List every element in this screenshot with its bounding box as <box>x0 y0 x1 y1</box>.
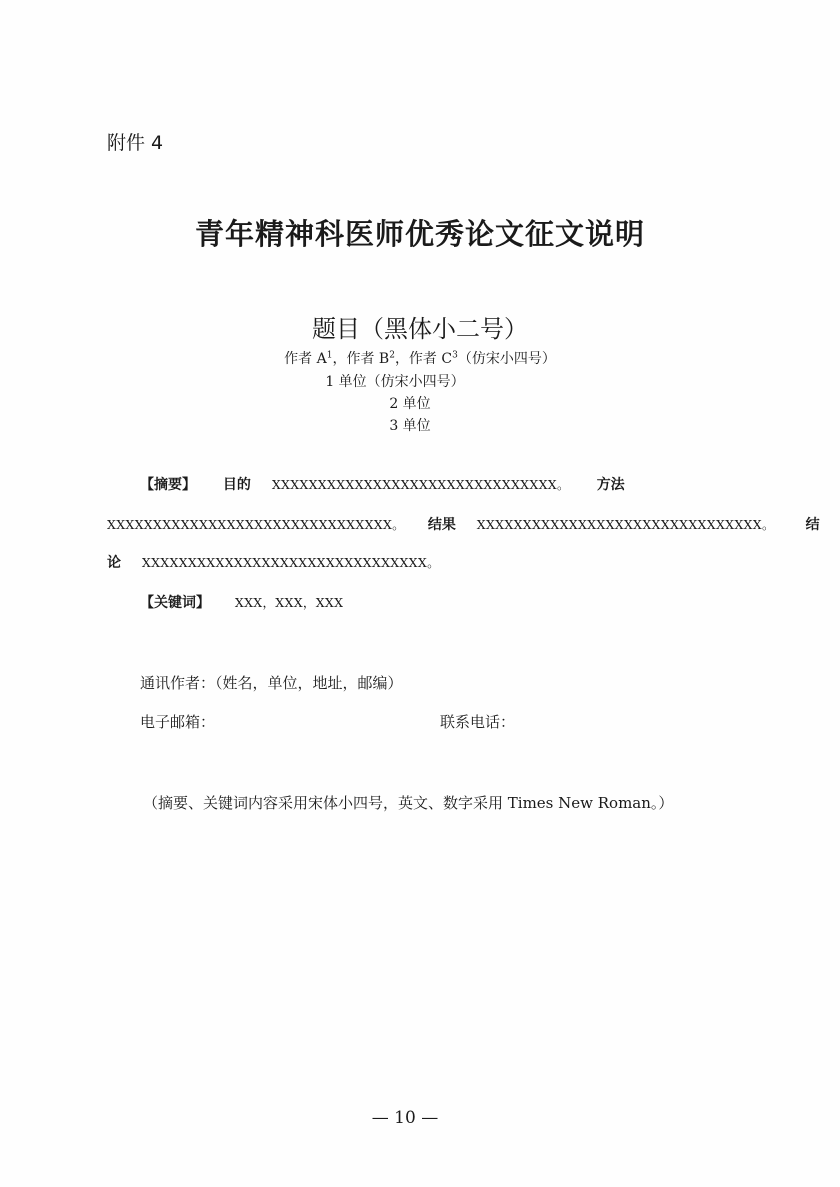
page-number: — 10 — <box>371 1108 439 1128</box>
result-text: XXXXXXXXXXXXXXXXXXXXXXXXXXXXXXX。 <box>476 517 775 532</box>
abstract-line-1 <box>140 474 625 494</box>
keywords-label: 【关键词】 <box>140 595 210 611</box>
author-b: ，作者 B <box>332 351 390 367</box>
phone-label: 联系电话： <box>440 713 516 731</box>
affiliation-3: 3 单位 <box>389 418 431 434</box>
author-a-affiliation-mark: 1 <box>326 350 333 361</box>
author-b-affiliation-mark: 2 <box>389 350 395 361</box>
conclusion-label-part2: 论 <box>107 555 121 571</box>
abstract-line-2 <box>107 514 820 534</box>
email-label: 电子邮箱： <box>140 713 216 731</box>
keywords-line <box>140 592 343 612</box>
author-c: ，作者 C <box>394 351 453 367</box>
method-label: 方法 <box>596 477 625 493</box>
abstract-label: 【摘要】 <box>140 477 196 493</box>
format-note: （摘要、关键词内容采用宋体小四号，英文、数字采用 Times New Roman。） <box>143 794 674 812</box>
method-text: XXXXXXXXXXXXXXXXXXXXXXXXXXXXXXX。 <box>107 517 405 532</box>
author-a: 作者 A <box>284 351 327 367</box>
result-label: 结果 <box>427 517 456 533</box>
objective-text: XXXXXXXXXXXXXXXXXXXXXXXXXXXXXXX。 <box>271 477 570 492</box>
abstract-line-3 <box>107 552 440 572</box>
affiliation-2: 2 单位 <box>389 396 431 412</box>
conclusion-label-part1: 结 <box>805 517 820 533</box>
keywords-text: XXX，XXX，XXX <box>234 595 344 610</box>
affiliation-1: 1 单位（仿宋小四号） <box>325 374 465 390</box>
authors-line <box>0 348 840 368</box>
author-c-affiliation-mark: 3 <box>452 350 458 361</box>
conclusion-text: XXXXXXXXXXXXXXXXXXXXXXXXXXXXXXX。 <box>141 555 440 570</box>
main-title: 青年精神科医师优秀论文征文说明 <box>194 217 645 251</box>
paper-title: 题目（黑体小二号） <box>312 315 528 343</box>
objective-label: 目的 <box>222 477 251 493</box>
corresponding-author: 通讯作者：（姓名，单位，地址，邮编） <box>140 674 403 692</box>
authors-format-note: （仿宋小四号） <box>457 351 556 367</box>
attachment-label: 附件 4 <box>107 132 164 154</box>
